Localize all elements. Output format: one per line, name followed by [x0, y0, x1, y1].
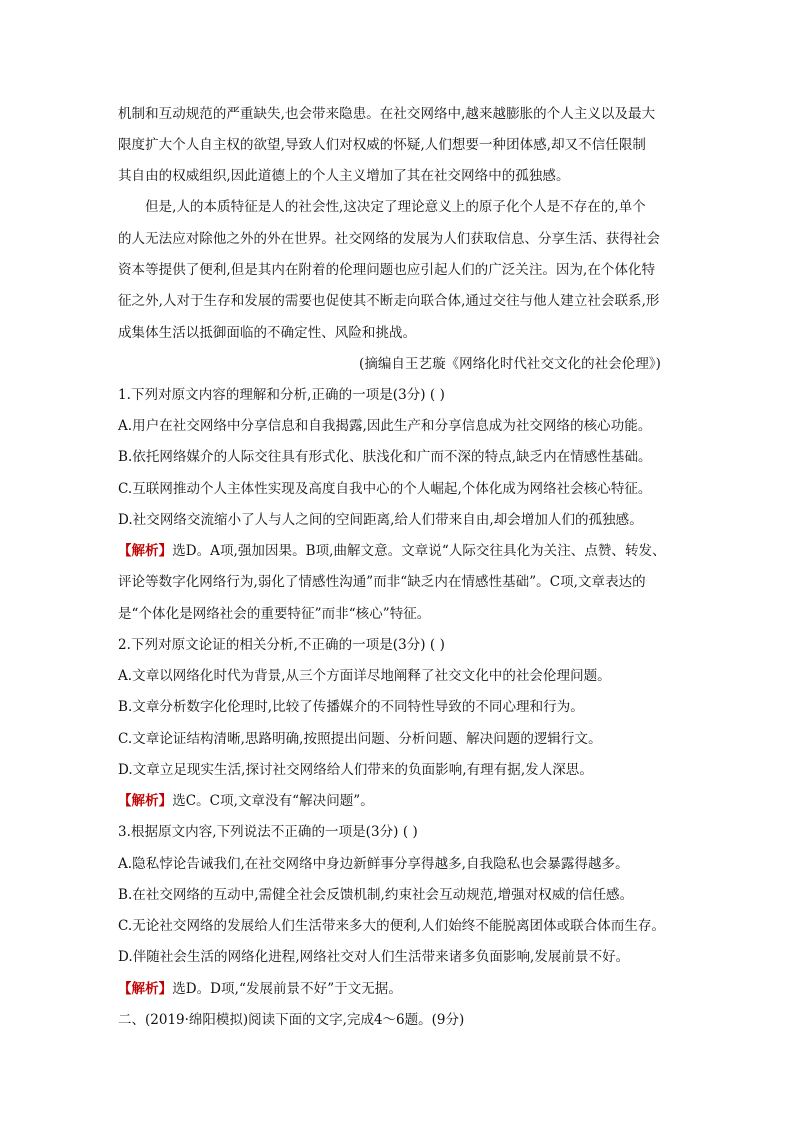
question-stem: 2.下列对原文论证的相关分析,不正确的一项是(3分) ( ): [118, 637, 445, 653]
question-option: B.在社交网络的互动中,需健全社会反馈机制,约束社会互动规范,增强对权威的信任感。: [118, 887, 634, 903]
analysis-line: 是“个体化是网络社会的重要特征”而非“核心”特征。: [118, 606, 431, 622]
passage-line: 成集体生活以抵御面临的不确定性、风险和挑战。: [118, 325, 417, 341]
analysis-line: [118, 791, 374, 811]
analysis-tag: 【解析】: [118, 981, 173, 997]
question-stem: 3.根据原文内容,下列说法不正确的一项是(3分) ( ): [118, 824, 418, 840]
analysis-line: 评论等数字化网络行为,弱化了情感性沟通”而非“缺乏内在情感性基础”。C项,文章表达的: [118, 574, 646, 590]
analysis-text: 选D。A项,强加因果。B项,曲解文意。文章说“人际交往具化为关注、点赞、转发、: [172, 543, 666, 559]
question-option: C.文章论证结构清晰,思路明确,按照提出问题、分析问题、解决问题的逻辑行文。: [118, 731, 602, 747]
section-heading: 二、(2019·绵阳模拟)阅读下面的文字,完成4～6题。(9分): [118, 1012, 465, 1028]
passage-line: 的人无法应对除他之外的外在世界。社交网络的发展为人们获取信息、分享生活、获得社会: [118, 231, 660, 247]
passage-line: 机制和互动规范的严重缺失,也会带来隐患。在社交网络中,越来越膨胀的个人主义以及最大: [118, 106, 656, 122]
question-option: D.社交网络交流缩小了人与人之间的空间距离,给人们带来自由,却会增加人们的孤独感。: [118, 512, 643, 528]
analysis-text: 选C。C项,文章没有“解决问题”。: [172, 793, 374, 809]
analysis-tag: 【解析】: [118, 793, 173, 809]
passage-line: 征之外,人对于生存和发展的需要也促使其不断走向联合体,通过交往与他人建立社会联系,形: [118, 293, 660, 309]
passage-line: 资本等提供了便利,但是其内在附着的伦理问题也应引起人们的广泛关注。因为,在个体化特: [118, 262, 656, 278]
passage-line: 限度扩大个人自主权的欲望,导致人们对权威的怀疑,人们想要一种团体感,却又不信任限制: [118, 137, 646, 153]
analysis-tag: 【解析】: [118, 543, 173, 559]
question-option: D.伴随社会生活的网络化进程,网络社交对人们生活带来诸多负面影响,发展前景不好。: [118, 949, 630, 965]
question-option: B.依托网络媒介的人际交往具有形式化、肤浅化和广而不深的特点,缺乏内在情感性基础。: [118, 449, 652, 465]
source-attribution: (摘编自王艺璇《网络化时代社交文化的社会伦理》): [359, 356, 661, 372]
analysis-text: 选D。D项,“发展前景不好”于文无据。: [172, 981, 402, 997]
question-option: D.文章立足现实生活,探讨社交网络给人们带来的负面影响,有理有据,发人深思。: [118, 762, 593, 778]
question-option: B.文章分析数字化伦理时,比较了传播媒介的不同特性导致的不同心理和行为。: [118, 699, 584, 715]
passage-line: 但是,人的本质特征是人的社会性,这决定了理论意义上的原子化个人是不存在的,单个: [145, 199, 646, 215]
passage-line: 其自由的权威组织,因此道德上的个人主义增加了其在社交网络中的孤独感。: [118, 168, 570, 184]
question-option: A.文章以网络化时代为背景,从三个方面详尽地阐释了社交文化中的社会伦理问题。: [118, 668, 611, 684]
analysis-line: [118, 541, 666, 561]
analysis-line: [118, 979, 402, 999]
question-option: A.隐私悖论告诫我们,在社交网络中身边新鲜事分享得越多,自我隐私也会暴露得越多。: [118, 856, 629, 872]
question-option: C.无论社交网络的发展给人们生活带来多大的便利,人们始终不能脱离团体或联合体而生存。: [118, 918, 666, 934]
question-stem: 1.下列对原文内容的理解和分析,正确的一项是(3分) ( ): [118, 387, 445, 403]
question-option: C.互联网推动个人主体性实现及高度自我中心的个人崛起,个体化成为网络社会核心特征。: [118, 481, 652, 497]
question-option: A.用户在社交网络中分享信息和自我揭露,因此生产和分享信息成为社交网络的核心功能。: [118, 418, 652, 434]
